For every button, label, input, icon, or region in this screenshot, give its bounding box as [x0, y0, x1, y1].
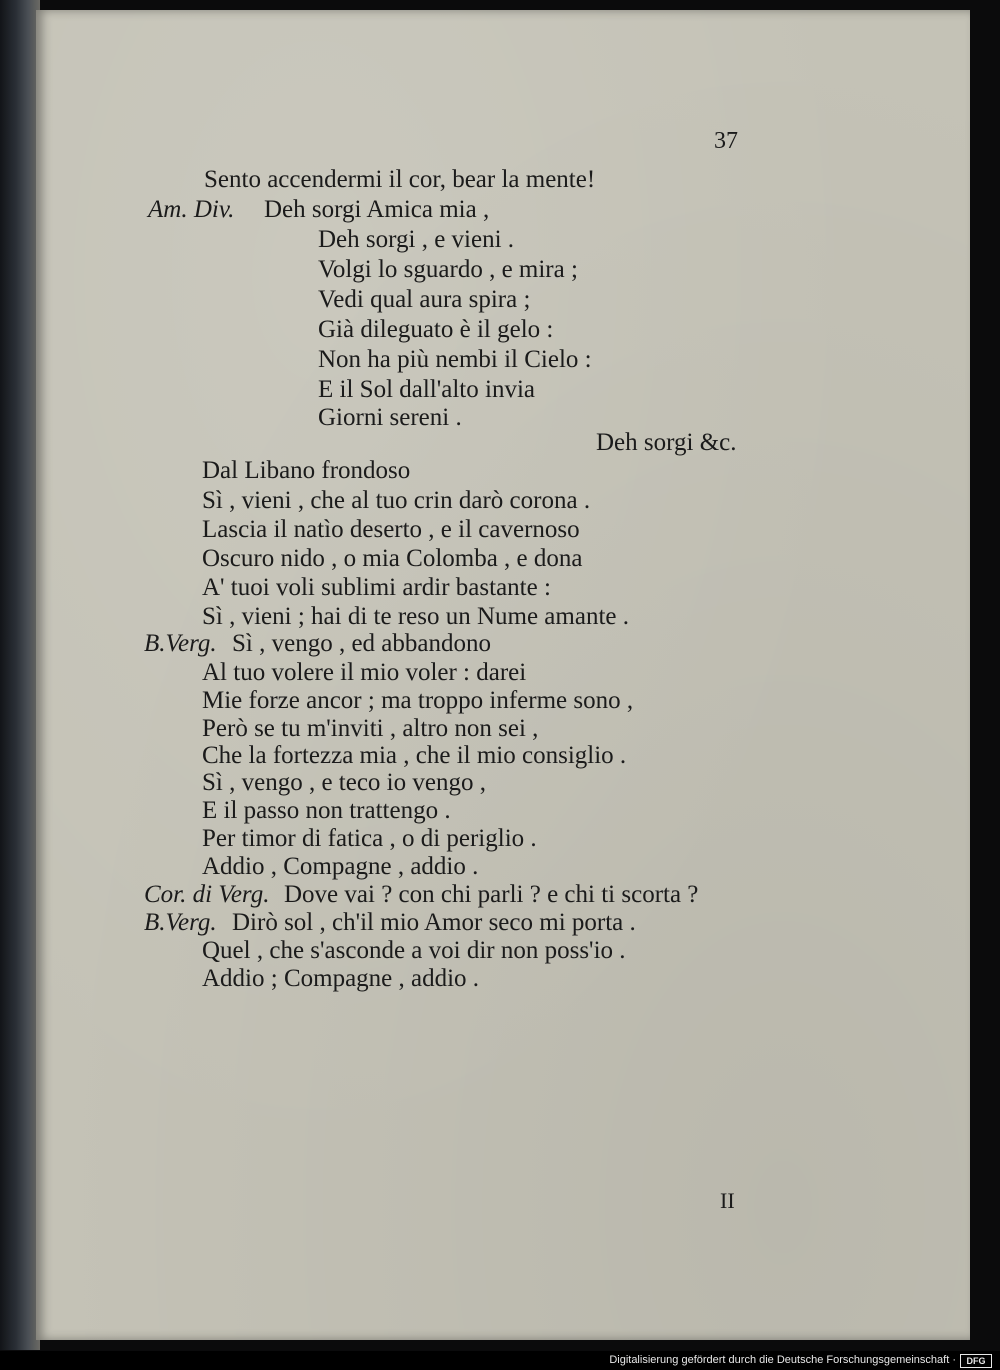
verse-text: Quel , che s'asconde a voi dir non poss'io .: [202, 937, 626, 964]
verse-text: Giorni sereni .: [318, 404, 462, 431]
verse-line: [202, 515, 580, 545]
verse-text: Dal Libano frondoso: [202, 457, 411, 484]
speaker-label: B.Verg.: [144, 909, 217, 936]
verse-line: [202, 824, 537, 854]
verse-text: E il Sol dall'alto invia: [318, 376, 535, 403]
verse-line: [202, 602, 629, 632]
verse-line: [202, 768, 486, 798]
signature-mark: II: [720, 1188, 735, 1213]
verse-text: Che la fortezza mia , che il mio consiglio .: [202, 742, 627, 769]
verse-text: Deh sorgi , e vieni .: [318, 226, 515, 253]
verse-text: Lascia il natìo deserto , e il cavernoso: [202, 516, 580, 543]
verse-text: A' tuoi voli sublimi ardir bastante :: [202, 574, 551, 601]
verse-line: [318, 345, 592, 375]
verse-text: Dove vai ? con chi parli ? e chi ti scorta ?: [284, 881, 699, 908]
verse-line: [232, 629, 491, 659]
verse-line: [202, 573, 551, 603]
speaker-label: B.Verg.: [144, 630, 217, 657]
verse-line: [318, 225, 514, 255]
verse-line: [202, 796, 451, 826]
verse-text: Già dileguato è il gelo :: [318, 316, 554, 343]
verse-line: [318, 285, 530, 315]
verse-line: [202, 486, 590, 516]
footer-credit: Digitalisierung gefördert durch die Deutsche Forschungsgemeinschaft ·: [609, 1354, 956, 1366]
book-binding: [0, 0, 40, 1350]
verse-text: Dirò sol , ch'il mio Amor seco mi porta .: [232, 909, 636, 936]
page-number: 37: [714, 128, 738, 154]
verse-text: Non ha più nembi il Cielo :: [318, 346, 592, 373]
verse-line: [318, 315, 553, 345]
dfg-logo-icon: DFG: [960, 1354, 992, 1368]
verse-text: Oscuro nido , o mia Colomba , e dona: [202, 545, 583, 572]
verse-text: Sì , vengo , e teco io vengo ,: [202, 769, 486, 796]
verse-line: [204, 165, 595, 195]
verse-text: Sì , vieni , che al tuo crin darò corona .: [202, 487, 591, 514]
verse-text: Addio ; Compagne , addio .: [202, 965, 480, 992]
verse-text: Mie forze ancor ; ma troppo inferme sono ,: [202, 687, 634, 714]
verse-line: [202, 544, 583, 574]
verse-text: Sento accendermi il cor, bear la mente!: [204, 166, 596, 193]
refrain-cue: [596, 428, 737, 458]
verse-text: Volgi lo sguardo , e mira ;: [318, 256, 578, 283]
verse-line: [202, 456, 410, 486]
verse-line: [202, 741, 626, 771]
verse-line: [202, 686, 633, 716]
verse-text: Addio , Compagne , addio .: [202, 853, 479, 880]
verse-text: Sì , vengo , ed abbandono: [232, 630, 491, 657]
verse-line: [318, 403, 462, 433]
verse-text: Al tuo volere il mio voler : darei: [202, 659, 527, 686]
verse-text: Però se tu m'inviti , altro non sei ,: [202, 715, 539, 742]
book-page: [36, 10, 970, 1340]
verse-line: [202, 964, 479, 994]
verse-text: Vedi qual aura spira ;: [318, 286, 531, 313]
verse-text: E il passo non trattengo .: [202, 797, 451, 824]
verse-text: Deh sorgi Amica mia ,: [264, 196, 490, 223]
verse-line: [232, 908, 636, 938]
verse-line: [202, 714, 538, 744]
verse-line: [264, 195, 489, 225]
verse-line: [318, 255, 578, 285]
verse-text: Deh sorgi &c.: [596, 429, 737, 456]
verse-text: Sì , vieni ; hai di te reso un Nume amante .: [202, 603, 629, 630]
speaker-label: Am. Div.: [148, 196, 235, 223]
verse-line: [202, 852, 478, 882]
verse-line: [284, 880, 698, 910]
verse-text: Per timor di fatica , o di periglio .: [202, 825, 537, 852]
verse-line: [318, 375, 535, 405]
verse-line: [202, 658, 526, 688]
verse-line: [202, 936, 626, 966]
speaker-label: Cor. di Verg.: [144, 881, 270, 908]
